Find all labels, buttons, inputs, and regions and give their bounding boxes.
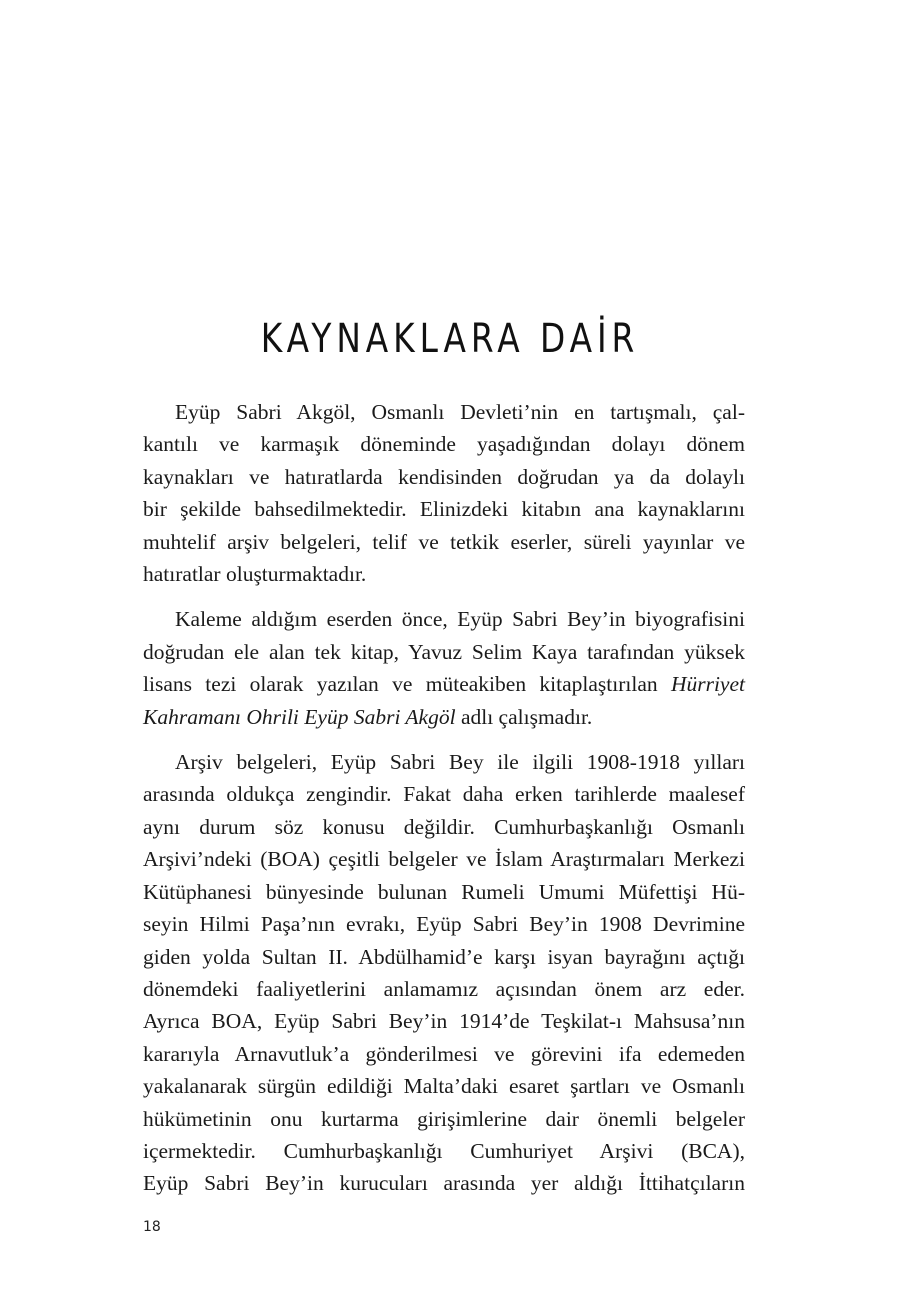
text-line: arasında oldukça zengindir. Fakat daha erken tarihlerde maalesef	[143, 782, 745, 807]
text-line: aynı durum söz konusu değildir. Cumhurbaşkanlığı Osmanlı	[143, 814, 745, 839]
text-line: dönemdeki faaliyetlerini anlamamız açısından önem arz eder.	[143, 976, 745, 1001]
text-line: Ayrıca BOA, Eyüp Sabri Bey’in 1914’de Teşkilat-ı Mahsusa’nın	[143, 1009, 745, 1034]
text-line: Eyüp Sabri Akgöl, Osmanlı Devleti’nin en tartışmalı, çal-	[175, 400, 745, 424]
text-segment: lisans tezi olarak yazılan ve müteakiben kitaplaştırılan	[143, 672, 671, 697]
paragraph-3	[143, 746, 745, 1200]
text-line: hatıratlar oluşturmaktadır.	[143, 562, 367, 587]
text-line: Kaleme aldığım eserden önce, Eyüp Sabri Bey’in biyografisini	[175, 607, 745, 632]
text-line: doğrudan ele alan tek kitap, Yavuz Selim Kaya tarafından yüksek	[143, 639, 745, 664]
text-line	[143, 701, 745, 733]
paragraph-2	[143, 603, 745, 733]
text-segment: adlı çalışmadır.	[455, 704, 593, 729]
text-line: kantılı ve karmaşık döneminde yaşadığından dolayı dönem	[143, 432, 745, 457]
paragraph-1	[143, 396, 745, 590]
text-line: Arşiv belgeleri, Eyüp Sabri Bey ile ilgili 1908-1918 yılları	[175, 750, 745, 775]
text-line: giden yolda Sultan II. Abdülhamid’e karşı isyan bayrağını açtığı	[143, 944, 745, 969]
text-line: Eyüp Sabri Bey’in kurucuları arasında yer aldığı İttihatçıların	[143, 1171, 745, 1196]
text-line: Arşivi’ndeki (BOA) çeşitli belgeler ve İslam Araştırmaları Merkezi	[143, 847, 745, 872]
book-title-italic: Kahramanı Ohrili Eyüp Sabri Akgöl	[143, 704, 456, 729]
text-line: içermektedir. Cumhurbaşkanlığı Cumhuriyet Arşivi (BCA),	[143, 1138, 745, 1163]
body-text	[143, 396, 745, 1200]
text-line: kararıyla Arnavutluk’a gönderilmesi ve görevini ifa edemeden	[143, 1041, 745, 1066]
text-line: hükümetinin onu kurtarma girişimlerine dair önemli belgeler	[143, 1106, 745, 1131]
page-number: 18	[143, 1219, 161, 1235]
text-line: muhtelif arşiv belgeleri, telif ve tetkik eserler, süreli yayınlar ve	[143, 529, 745, 554]
text-line: yakalanarak sürgün edildiği Malta’daki esaret şartları ve Osmanlı	[143, 1074, 745, 1099]
chapter-title: KAYNAKLARA DAİR	[260, 316, 640, 362]
text-line: seyin Hilmi Paşa’nın evrakı, Eyüp Sabri Bey’in 1908 Devrimine	[143, 912, 745, 937]
text-line: Kütüphanesi bünyesinde bulunan Rumeli Umumi Müfettişi Hü-	[143, 879, 745, 904]
text-line: kaynakları ve hatıratlarda kendisinden doğrudan ya da dolaylı	[143, 464, 745, 489]
text-line	[143, 668, 745, 700]
text-line: bir şekilde bahsedilmektedir. Elinizdeki kitabın ana kaynaklarını	[143, 497, 745, 522]
book-title-italic: Hürriyet	[670, 672, 745, 697]
